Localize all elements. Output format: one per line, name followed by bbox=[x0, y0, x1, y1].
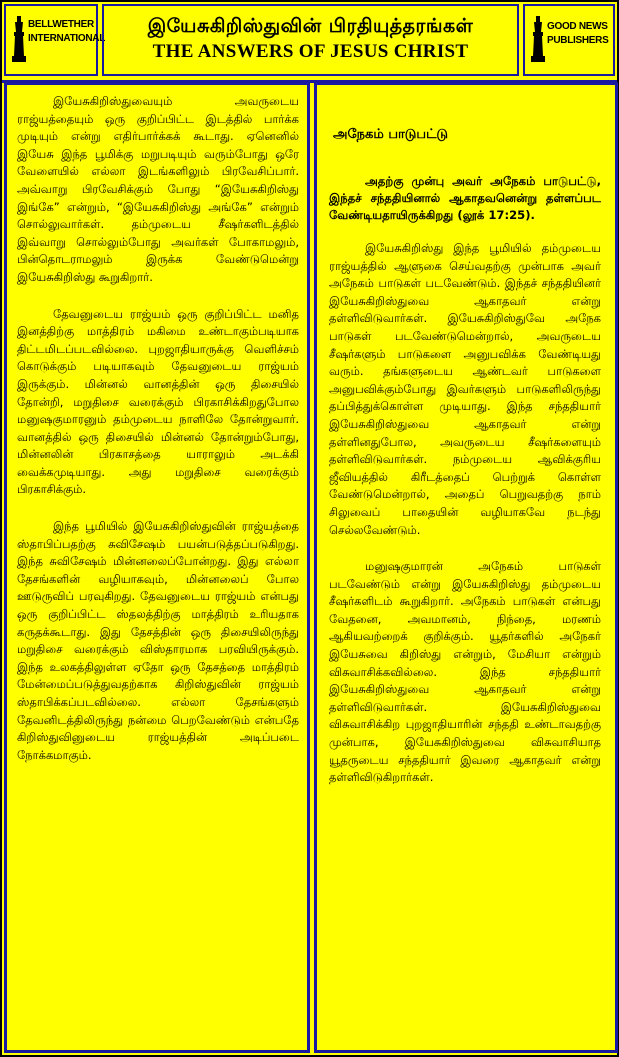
logo-left-line1: BELLWETHER bbox=[28, 19, 94, 30]
left-paragraph-1: இயேசுகிறிஸ்துவையும் அவருடைய ராஜ்யத்தையும் ஒரு குறிப்பிட்ட இடத்தில் பார்க்க முடியும் என்று எதிர்பார்க்கக் கூடாது. ஏனெனில் இயேசு இந்த பூமிக்கு மறுபடியும் வரும்போது ஒரே வேளையில் எல்லா இடங்களிலும் பிரவேசிப்பார். அவ்வாறு பிரவேசிக்கும் போது “இயேசுகிறிஸ்து இங்கே” என்றும், “இயேசுகிறிஸ்து அங்கே” என்றும் சொல்லுவார்கள். தம்முடைய சீஷர்களிடத்தில் இவ்வாறு சொல்லும்போது அவர்கள் போகாமலும், பின்தொடராமலும் இருக்க வேண்டுமென்று இயேசுகிறிஸ்து கூறுகிறார். bbox=[17, 94, 299, 284]
right-paragraph-1: இயேசுகிறிஸ்து இந்த பூமியில் தம்முடைய ராஜ்யத்தில் ஆளுகை செய்வதற்கு முன்பாக அவர் அநேகம் பாடுகள் படவேண்டும். இந்தச் சந்ததியினர் இயேசுகிறிஸ்துவை ஆகாதவர் என்று தள்ளிவிடுவார்கள். இயேசுகிறிஸ்துவே அநேக பாடுகள் படவேண்டுமென்றால், அவருடைய சீஷர்களும் பாடுகளை அனுபவிக்க வேண்டியது வரும். தங்களுடைய ஆண்டவர் பாடுகளை அனுபவிக்கும்போது இவர்களும் பாடுகளிலிருந்து தப்பித்துக்கொள்ள முடியாது. இந்த சந்ததியார் இயேசுகிறிஸ்துவை ஆகாதவர் என்று தள்ளினதுபோல, அவருடைய சீஷர்களையும் தள்ளிவிடுவார்கள். நம்முடைய ஆவிக்குரிய ஜீவியத்தில் கிரீடத்தைப் பெற்றுக் கொள்ள வேண்டுமென்றால், அதைப் பெறுவதற்கு நாம் சிலுவைப் பாதையின் வழியாகவே நடந்து செல்லவேண்டும். bbox=[329, 241, 601, 537]
title-english: THE ANSWERS OF JESUS CHRIST bbox=[152, 41, 469, 62]
left-paragraph-2: தேவனுடைய ராஜ்யம் ஒரு குறிப்பிட்ட மனித இனத்திற்கு மாத்திரம் மகிமை உண்டாகும்படியாக திட்டமிடப்படவில்லை. புறஜாதியாருக்கு வெளிச்சம் கொடுக்கும் படியாகவும் தேவனுடைய ராஜ்யம் இருக்கும். மின்னல் வானத்தின் ஒரு திசையில் தோன்றி, மறுதிசை வரைக்கும் பிரகாசிக்கிறதுபோல மனுஷகுமாரனும் தம்முடைய நாளிலே தோன்றுவார். வானத்தில் ஒரு திசையில் மின்னல் தோன்றும்போது, மின்னலின் பிரகாசத்தை யாராலும் அடக்கி வைக்கமுடியாது. அது மறுதிசை வரைக்கும் பிரகாசிக்கும். bbox=[17, 306, 299, 497]
bellwether-logo bbox=[4, 4, 106, 76]
good-news-logo-text bbox=[547, 20, 613, 48]
right-paragraph-2: மனுஷகுமாரன் அநேகம் பாடுகள் படவேண்டும் என்று இயேசுகிறிஸ்து தம்முடைய சீஷர்களிடம் கூறுகிறார். அநேகம் பாடுகள் என்பது வேதனை, அவமானம், நிந்தை, மரணம் ஆகியவற்றைக் குறிக்கும். யூதர்களில் அநேகர் இயேசுவை கிறிஸ்து என்றும், மேசியா என்றும் விசுவாசிக்கவில்லை. இந்த சந்ததியார் இயேசுகிறிஸ்துவை ஆகாதவர் என்று தள்ளிவிடுவார்கள். இயேசுகிறிஸ்துவை விசுவாசிக்கிற புறஜாதியாரின் சந்ததி உண்டாவதற்கு முன்பாக, இயேசுகிறிஸ்துவை விசுவாசியாத யூதருடைய சந்ததியார் இவரை ஆகாதவர் என்று தள்ளிவிடுகிறார்கள். bbox=[329, 559, 601, 785]
bellwether-logo-text bbox=[28, 18, 106, 46]
title-tamil: இயேசுகிறிஸ்துவின் பிரதியுத்தரங்கள் bbox=[147, 15, 474, 37]
good-news-logo bbox=[523, 4, 615, 76]
section-heading: அநேகம் பாடுபட்டு bbox=[333, 127, 449, 142]
right-column bbox=[314, 82, 618, 1053]
scripture-lead: அதற்கு முன்பு அவர் அநேகம் பாடுபட்டு, இந்தச் சந்ததியினால் ஆகாதவனென்று தள்ளப்பட வேண்டியதாயிருக்கிறது (லூக் 17:25). bbox=[329, 174, 601, 222]
header bbox=[2, 2, 617, 83]
tower-icon bbox=[12, 16, 26, 62]
logo-left-line2: INTERNATIONAL bbox=[28, 33, 106, 44]
title-box bbox=[102, 4, 519, 76]
tower-icon bbox=[531, 16, 545, 62]
logo-right-line1: GOOD NEWS bbox=[547, 21, 608, 32]
left-column bbox=[4, 82, 310, 1053]
left-paragraph-3: இந்த பூமியில் இயேசுகிறிஸ்துவின் ராஜ்யத்தை ஸ்தாபிப்பதற்கு சுவிசேஷம் பயன்படுத்தப்படுகிறது. இந்த சுவிசேஷம் மின்னலைப்போன்றது. இது எல்லா தேசங்களின் வழியாகவும், மின்னலைப் போல ஊடுருவிப் பரவுகிறது. தேவனுடைய ராஜ்யம் என்பது ஒரு குறிப்பிட்ட ஸ்தலத்திற்கு மாத்திரம் உரியதாக கருதக்கூடாது. இது தேசத்தின் ஒரு திசையிலிருந்து மறுதிசை வரைக்கும் விஸ்தாரமாக பரவியிருக்கும். இந்த உலகத்திலுள்ள ஏதோ ஒரு தேசத்தை மாத்திரம் மேன்மைப்படுத்துவதற்காக கிறிஸ்துவின் ராஜ்யம் ஸ்தாபிக்கப்படவில்லை. எல்லா தேசங்களும் தேவனிடத்திலிருந்து நன்மை பெறவேண்டும் என்பதே கிறிஸ்துவினுடைய ராஜ்யத்தின் அடிப்படை நோக்கமாகும். bbox=[17, 519, 299, 762]
logo-right-line2: PUBLISHERS bbox=[547, 35, 609, 46]
